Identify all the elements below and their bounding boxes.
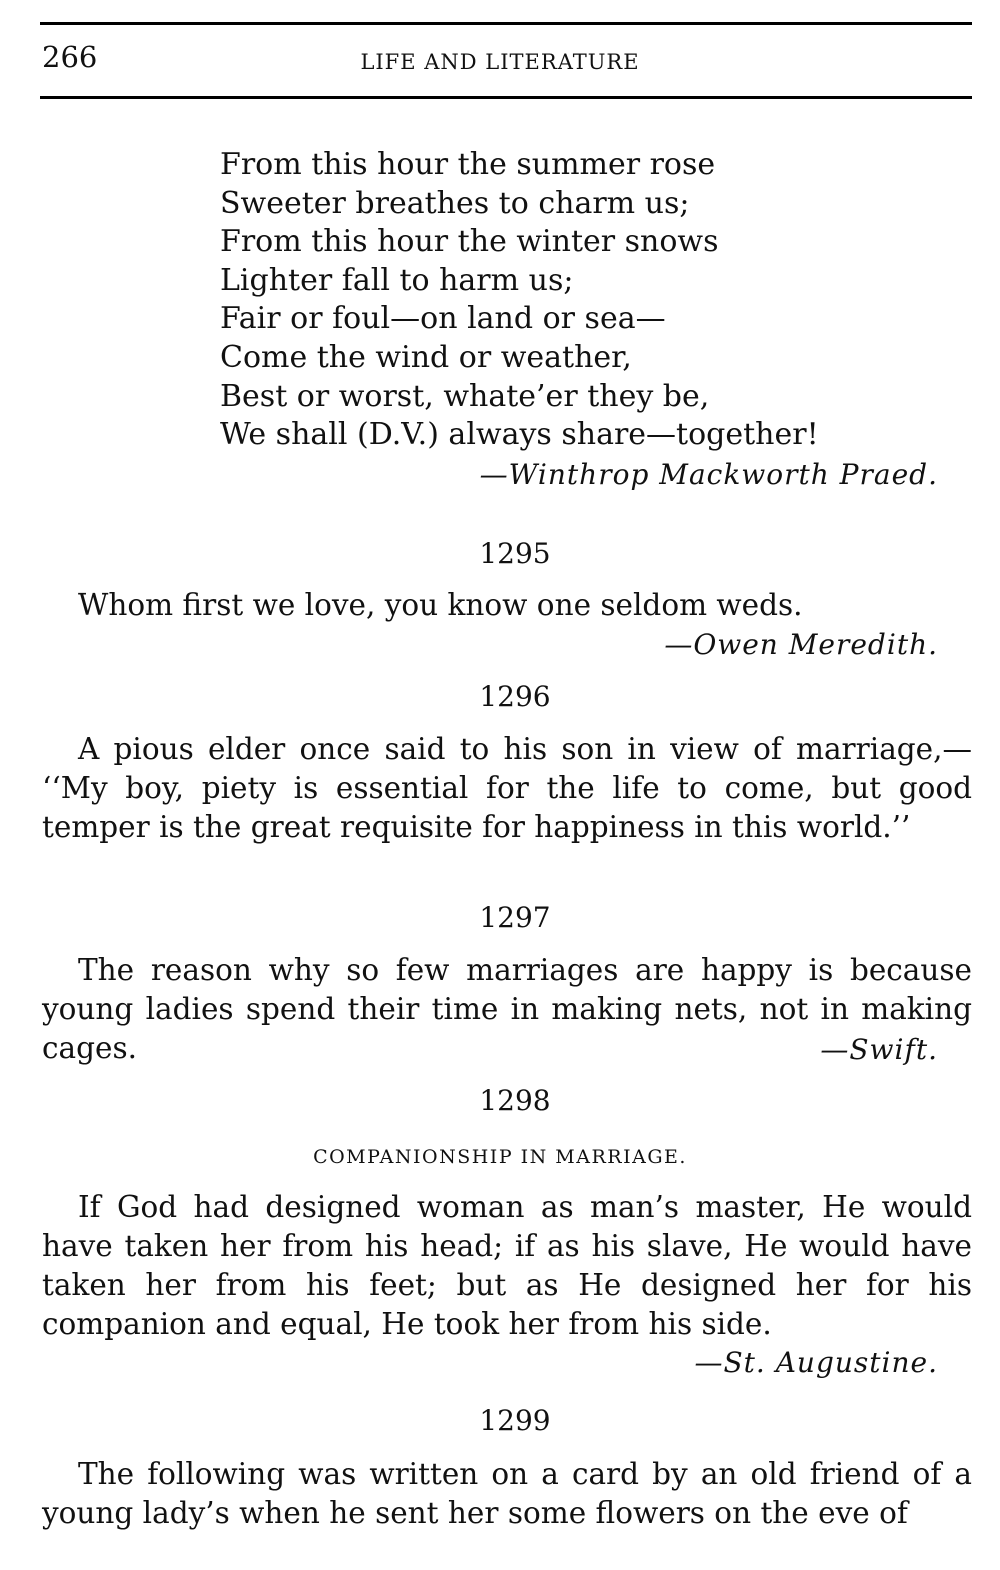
entry-text — [42, 1188, 972, 1344]
poem-line: Fair or foul—on land or sea— — [220, 301, 666, 337]
poem-line: From this hour the winter snows — [220, 224, 719, 260]
header-bottom-rule — [40, 96, 972, 99]
entry-text — [42, 586, 972, 625]
entry-text-body: If God had designed woman as man’s master, He would have taken her from his head; if as his slave, He would have taken her from his feet; but as He designed her for his companion and equal, He took her from his side. — [42, 1190, 972, 1341]
poem — [220, 146, 819, 455]
entry-attribution: —Swift. — [820, 1033, 938, 1066]
poem-line: We shall (D.V.) always share—together! — [220, 417, 819, 453]
entry-number: 1299 — [479, 1404, 551, 1437]
poem-line: Sweeter breathes to charm us; — [220, 185, 690, 221]
entry-text-body: The following was written on a card by an old friend of a young lady’s when he sent her some flowers on the eve of — [42, 1457, 972, 1530]
entry-attribution: —St. Augustine. — [694, 1346, 938, 1379]
entry-text-body: The reason why so few marriages are happy is because young ladies spend their time in making nets, not in making cages. — [42, 953, 972, 1065]
entry-attribution: —Owen Meredith. — [664, 628, 938, 661]
poem-attribution: —Winthrop Mackworth Praed. — [479, 458, 938, 491]
header-top-rule — [40, 22, 972, 25]
entry-text — [42, 730, 972, 847]
page-number: 266 — [42, 40, 98, 74]
entry-heading: COMPANIONSHIP IN MARRIAGE. — [313, 1146, 687, 1168]
entry-number: 1296 — [479, 680, 551, 713]
poem-line: From this hour the summer rose — [220, 147, 716, 182]
poem-line: Best or worst, whate’er they be, — [220, 378, 710, 414]
running-title: LIFE AND LITERATURE — [360, 50, 640, 74]
entry-text-body: A pious elder once said to his son in view of marriage,— ‘‘My boy, piety is essential for the life to come, but good temper is the great requisite for happiness in this world.’’ — [42, 732, 972, 844]
poem-line: Lighter fall to harm us; — [220, 262, 574, 298]
entry-text-body: Whom first we love, you know one seldom weds. — [78, 588, 803, 622]
poem-line: Come the wind or weather, — [220, 339, 632, 375]
entry-text — [42, 1455, 972, 1533]
entry-number: 1297 — [479, 901, 551, 934]
entry-number: 1298 — [479, 1084, 551, 1117]
entry-number: 1295 — [479, 537, 551, 570]
